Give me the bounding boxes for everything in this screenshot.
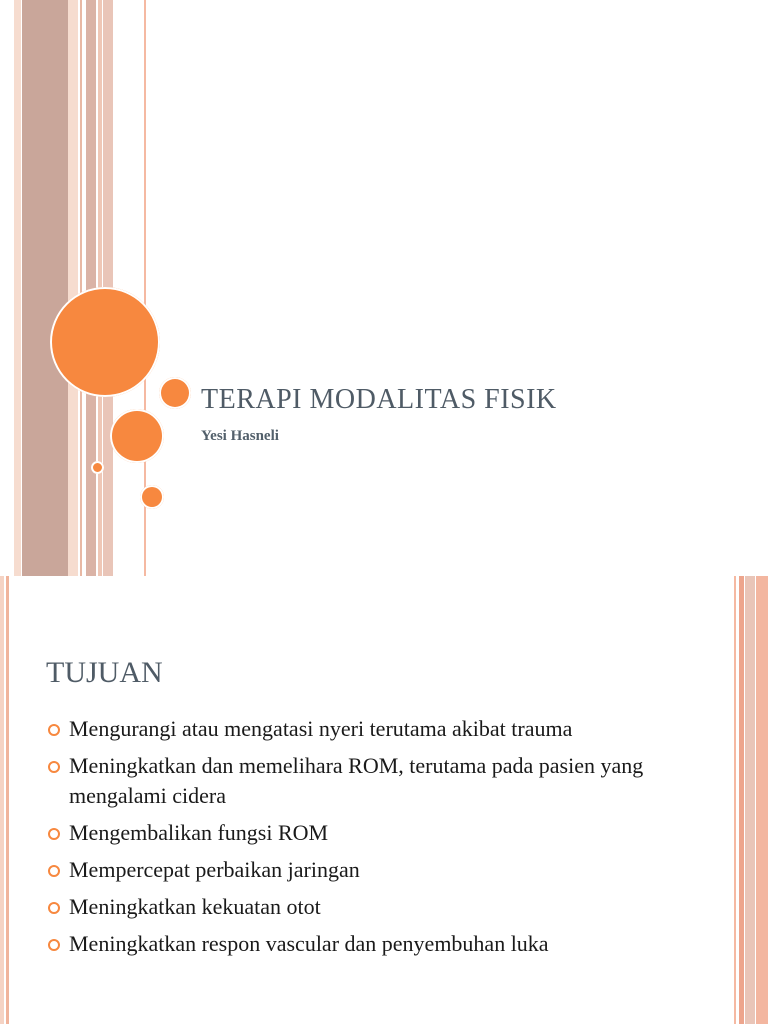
circle-bullet-icon (48, 828, 60, 840)
circle-bullet-icon (48, 939, 60, 951)
list-item (48, 892, 718, 922)
decorative-circle (140, 485, 164, 509)
list-item (48, 929, 718, 959)
decorative-stripe (68, 0, 78, 576)
list-item-text: Mempercepat perbaikan jaringan (69, 857, 360, 882)
decorative-stripe (14, 0, 21, 576)
decorative-stripe (734, 576, 736, 1024)
decorative-circle (159, 377, 191, 409)
list-item (48, 714, 718, 744)
list-item-text: Meningkatkan dan memelihara ROM, terutama pada pasien yang mengalami cidera (69, 753, 644, 808)
decorative-stripe (739, 576, 744, 1024)
decorative-stripe (745, 576, 755, 1024)
list-item-text: Mengurangi atau mengatasi nyeri terutama akibat trauma (69, 716, 573, 741)
bullet-list (48, 714, 718, 966)
decorative-stripe (80, 0, 82, 576)
slide-title-text: TERAPI MODALITAS FISIK (201, 384, 557, 415)
list-item-text: Meningkatkan respon vascular dan penyembuhan luka (69, 931, 549, 956)
decorative-stripe (0, 576, 4, 1024)
decorative-circle (110, 409, 164, 463)
decorative-stripe (756, 576, 768, 1024)
list-item-text: Mengembalikan fungsi ROM (69, 820, 329, 845)
list-item (48, 855, 718, 885)
circle-bullet-icon (48, 865, 60, 877)
slide-objectives (0, 576, 768, 1024)
list-item (48, 818, 718, 848)
decorative-circle (91, 461, 104, 474)
slide-subtitle-author: Yesi Hasneli (201, 428, 279, 444)
list-item (48, 751, 718, 811)
decorative-stripe (22, 0, 68, 576)
slide-heading: TUJUAN (46, 656, 163, 689)
decorative-circle (50, 287, 160, 397)
circle-bullet-icon (48, 724, 60, 736)
circle-bullet-icon (48, 761, 60, 773)
decorative-stripe (6, 576, 9, 1024)
list-item-text: Meningkatkan kekuatan otot (69, 894, 321, 919)
circle-bullet-icon (48, 902, 60, 914)
